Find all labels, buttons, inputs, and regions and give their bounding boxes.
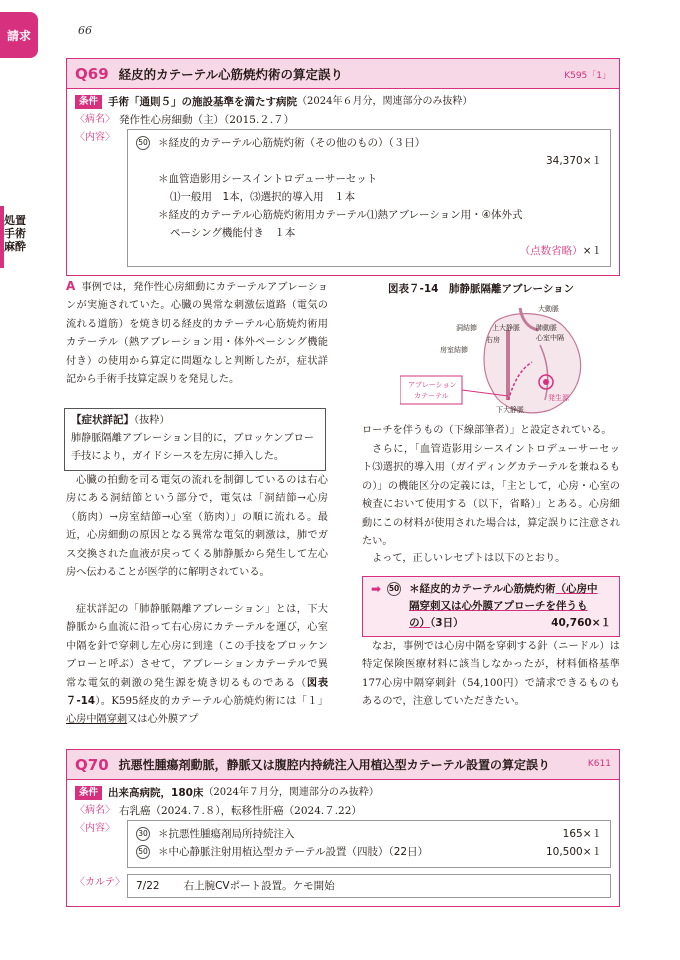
- chapter-tab: 請求: [0, 12, 38, 58]
- prescription-line: ＊経皮的カテーテル心筋焼灼術: [409, 583, 556, 595]
- content-row: [75, 820, 611, 868]
- content-row: [75, 129, 611, 267]
- question-title: 経皮的カテーテル心筋焼灼術の算定誤り: [118, 66, 344, 82]
- content-line: [136, 224, 602, 242]
- q70-box: [66, 749, 620, 907]
- answer-right-1: ローチを伴うもの（下線部筆者）」と設定されている。: [362, 425, 612, 436]
- condition-text: 手術「通則５」の施設基準を満たす病院: [108, 96, 298, 108]
- content-box: [127, 129, 611, 267]
- item-text: ペーシング機能付き １本: [170, 227, 296, 239]
- condition-row: [75, 784, 611, 802]
- page-number: 66: [78, 24, 92, 37]
- condition-text: 出来高病院，180床: [108, 787, 204, 799]
- underlined-text: の）: [409, 617, 431, 629]
- item-text: ＊中心静脈注射用植込型カテーテル設置（四肢）（22日）: [158, 846, 429, 858]
- symptom-text: 肺静脈隔離アブレーション目的に，ブロッケンブロー手技により，ガイドシースを左房に挿入した。: [71, 433, 314, 462]
- item-text: ⑴一般用 1本，⑶選択的導入用 １本: [170, 191, 356, 203]
- side-tab: [0, 214, 30, 253]
- content-line: [136, 843, 602, 861]
- label-septum: 心室中隔: [536, 334, 564, 342]
- underlined-text: （心房中: [555, 583, 598, 595]
- q69-header: [67, 59, 619, 89]
- symptom-note: （抜粋）: [134, 415, 170, 426]
- karte-box: [127, 874, 611, 898]
- label-source: 発生源: [548, 394, 569, 402]
- prescription-text: [409, 581, 611, 632]
- figure-reference: 図表７-14: [66, 677, 329, 708]
- answer-paragraph-1: [66, 277, 328, 389]
- points-omitted: （点数省略）: [519, 245, 583, 257]
- content-line: [136, 825, 602, 843]
- prescription-days: （3日）: [430, 617, 464, 629]
- item-amount: ×１: [582, 245, 602, 257]
- condition-tag: 条件: [75, 95, 102, 109]
- section-number: 30: [136, 827, 150, 841]
- label-right-atrium: 右房: [486, 336, 500, 344]
- answer-right-2: さらに，「血管造影用シースイントロデューサーセット⑶選択的導入用（ガイディングカテーテルを兼ねるもの）」の機能区分の定義には，「主として，心房・心室の検査において使用する（以下，省略）」とある。心房細動にこの材料が使用された場合は，算定誤りに注意されたい。: [362, 444, 620, 548]
- label-sinus-node: 洞結節: [456, 324, 477, 332]
- symptom-title: 【症状詳記】: [71, 414, 134, 426]
- content-box: [127, 820, 611, 868]
- condition-note: （2024年７月分，関連部分のみ抜粋）: [203, 787, 379, 798]
- condition-row: [75, 93, 611, 111]
- karte-date: 7/22: [136, 880, 160, 892]
- disease-text: 発作性心房細動（主）（2015.２.７）: [119, 114, 295, 126]
- label-av-node: 房室結節: [440, 346, 468, 354]
- side-tab-line: 手術: [4, 227, 26, 240]
- item-text: ＊抗悪性腫瘍剤局所持続注入: [158, 828, 295, 840]
- content-line: [136, 134, 602, 152]
- procedure-code: K595「1」: [564, 71, 611, 81]
- item-amount: 34,370×１: [545, 155, 602, 167]
- answer-text: 事例では，発作性心房細動にカテーテルアブレーションが実施されていた。心臓の異常な刺激伝道路（電気の流れる道筋）を焼き切る経皮的カテーテル心筋焼灼術用カテーテル（熱アブレーション用・体外ペーシング機能付き）の使用から算定に問題なしと判断したが，症状詳記から手術手技算定誤りを発見した。: [66, 282, 328, 386]
- disease-label: 〈病名〉: [75, 805, 115, 816]
- question-title: 抗悪性腫瘍剤動脈，静脈又は腹腔内持続注入用植込型カテーテル設置の算定誤り: [118, 758, 551, 772]
- karte-line: [136, 877, 602, 895]
- disease-label: 〈病名〉: [75, 114, 115, 125]
- content-line: [136, 152, 602, 170]
- answer-paragraph-2: 心臓の拍動を司る電気の流れを制御しているのは右心房にある洞結節という部分で，電気は「洞結節→心房（筋肉）→房室結節→心室（筋肉）」の順に流れる。最近，心房細動の原因となる異常な電気的刺激は，肺でガス交換された血液が戻ってくる肺静脈から発生して左心房へ伝わることが医学的に解明されている。: [66, 475, 328, 579]
- q69-box: [66, 58, 620, 276]
- section-number: 50: [136, 845, 150, 859]
- label-svc: 上大静脈: [492, 324, 520, 332]
- q69-body: [67, 89, 619, 275]
- label-ivc: 下大静脈: [496, 406, 524, 414]
- procedure-code: K611: [587, 759, 611, 769]
- source-dot: [543, 379, 549, 385]
- side-tab-line: 処置: [4, 214, 26, 227]
- content-line: [136, 206, 602, 224]
- section-number: 50: [387, 582, 401, 596]
- answer-right-4: なお，事例では心房中隔を穿刺する針（ニードル）は特定保険医療材料に該当しなかったが，材料価格基準177心房中隔穿刺針（54,100円）で請求できるものもあるので，注意していただきたい。: [362, 641, 620, 708]
- content-line: [136, 188, 602, 206]
- q70-header: [67, 750, 619, 780]
- answer-right-3: よって，正しいレセプトは以下のとおり。: [372, 553, 566, 564]
- karte-text: 右上腕CVポート設置。ケモ開始: [183, 880, 335, 892]
- label-ablation: アブレーション: [408, 381, 457, 389]
- content-label: 〈内容〉: [75, 823, 115, 834]
- item-amount: 165×１: [562, 828, 602, 840]
- underlined-text: 心房中隔穿刺: [66, 714, 128, 726]
- content-line: [136, 170, 602, 188]
- karte-label: 〈カルテ〉: [75, 877, 125, 888]
- arrow-icon: ➡: [371, 582, 382, 596]
- label-pulmonary-artery: 肺動脈: [536, 324, 557, 332]
- label-catheter: カテーテル: [414, 392, 449, 400]
- paragraph-text: 症状詳記の「肺静脈隔離アブレーション」とは，下大静脈から血流に沿って右心房にカテーテルを運び，心室中隔を針で穿刺し左心房に到達（この手技をブロッケンブローと呼ぶ）させて，アブレーションカテーテルで異常な電気的刺激の発生源を焼き切るものである（: [66, 604, 328, 689]
- underlined-text: 隔穿刺又は心外膜アプローチを伴うも: [409, 600, 588, 612]
- condition-note: （2024年６月分，関連部分のみ抜粋）: [297, 96, 473, 107]
- question-number: Q70: [75, 755, 109, 774]
- item-text: ＊血管造影用シースイントロデューサーセット: [158, 173, 378, 185]
- correct-prescription-box: [362, 576, 620, 637]
- paragraph-text: ）。K595経皮的カテーテル心筋焼灼術には「１」: [94, 696, 328, 708]
- side-tab-line: 麻酔: [4, 240, 26, 253]
- item-amount: 10,500×１: [545, 846, 602, 858]
- q70-body: [67, 780, 619, 906]
- answer-paragraph-3: [66, 601, 328, 730]
- condition-tag: 条件: [75, 786, 102, 800]
- symptom-box: [64, 408, 326, 471]
- content-label: 〈内容〉: [75, 132, 115, 143]
- figure-title: 図表７-14 肺静脈隔離アブレーション: [388, 283, 575, 295]
- label-aorta: 大動脈: [538, 305, 559, 313]
- disease-row: [75, 802, 611, 820]
- section-number: 50: [136, 136, 150, 150]
- disease-row: [75, 111, 611, 129]
- paragraph-text: 又は心外膜アプ: [127, 714, 199, 726]
- item-text: ＊経皮的カテーテル心筋焼灼術（その他のもの）（３日）: [158, 137, 426, 149]
- heart-diagram: [400, 300, 600, 416]
- answer-mark: A: [66, 279, 76, 293]
- disease-text: 右乳癌（2024.７.８），転移性肝癌（2024.７.22）: [119, 805, 362, 817]
- karte-row: [75, 874, 611, 898]
- question-number: Q69: [75, 64, 109, 83]
- prescription-amount: 40,760×１: [551, 617, 611, 629]
- item-text: ＊経皮的カテーテル心筋焼灼術用カテーテル⑴熱アブレーション用・④体外式: [158, 209, 523, 221]
- content-line: [136, 242, 602, 260]
